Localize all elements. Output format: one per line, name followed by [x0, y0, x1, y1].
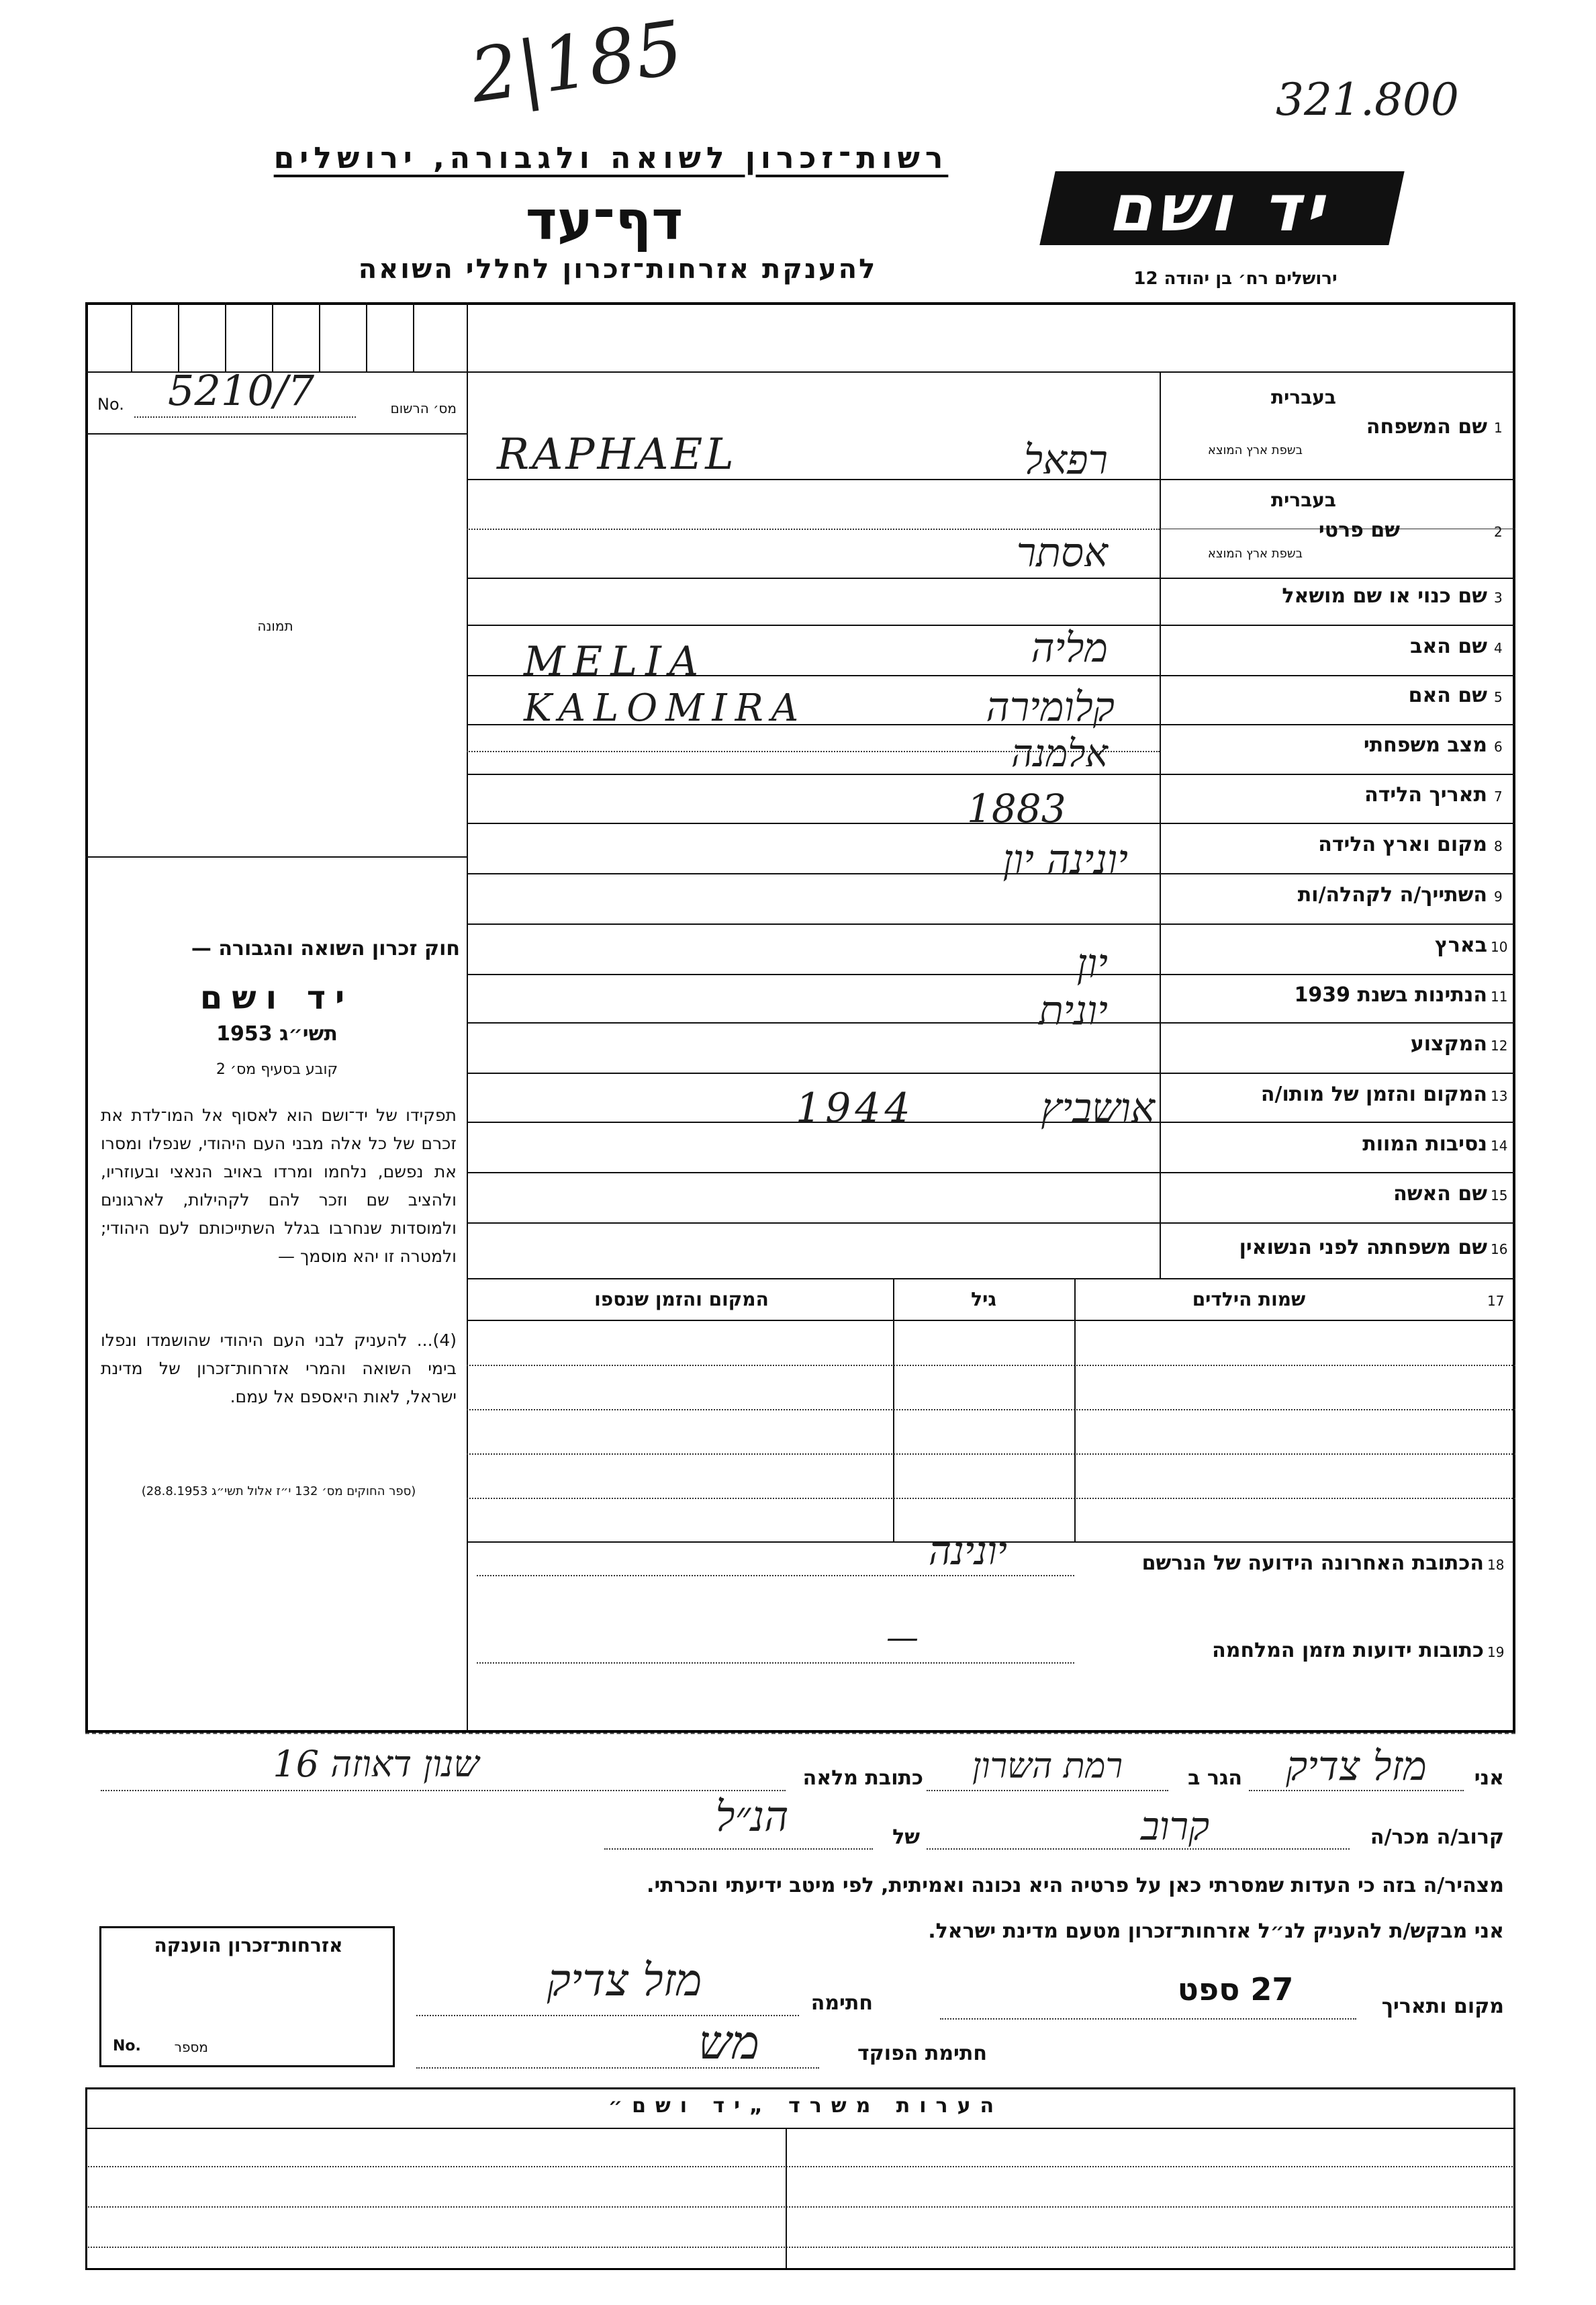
declarant-address-line: [101, 1790, 786, 1791]
declarant-city: רמת השרון: [972, 1746, 1123, 1787]
photo-box-bottom: [85, 856, 467, 858]
field-19-num: 19: [1487, 1644, 1505, 1660]
photo-label: תמונה: [257, 618, 293, 634]
citizenship-no-label: No.: [113, 2038, 141, 2054]
place-date-label: מקום ותאריך: [1381, 1995, 1504, 2018]
declarant-residing-label: הגר ב: [1188, 1766, 1242, 1790]
field-13-label: המקום והזמן של מותו/ה: [1260, 1083, 1487, 1106]
field-4-label: שם האב: [1410, 635, 1487, 658]
officer-signature-label: חתימת הפוקד: [857, 2042, 987, 2065]
field-10-num: 10: [1491, 939, 1508, 955]
officer-signature: מש: [698, 2015, 760, 2070]
field-4-num: 4: [1494, 640, 1503, 656]
declarant-of-line: [604, 1848, 873, 1850]
row-line: [467, 578, 1515, 579]
field-14-label: נסיבות המוות: [1362, 1132, 1487, 1156]
declarant-city-line: [927, 1790, 1168, 1791]
field-19-value: —: [886, 1619, 919, 1656]
law-body-2: (4)... להעניק לבני העם היהודי שהושמדו ונפלו בימי השואה והמרי אזרחות־זכרון של מדינת ישראל, לאות היאספם אל עמם.: [101, 1330, 457, 1406]
children-header-line: [467, 1320, 1515, 1321]
field-5-value-hebrew: קלומירה: [986, 684, 1115, 731]
children-col-place: המקום והזמן שנספו: [594, 1288, 769, 1310]
field-7-num: 7: [1494, 788, 1503, 805]
declarant-address-label: כתובת מלאה: [802, 1766, 923, 1790]
field-8-label: מקום וארץ הלידה: [1318, 833, 1487, 856]
field-18-label: הכתובת האחרונה הידועה של הנרשם: [1141, 1551, 1484, 1575]
citizenship-box-title: אזרחות־זכרון הוענקה: [154, 1934, 343, 1956]
field-14-num: 14: [1491, 1138, 1508, 1154]
field-19-line: [477, 1662, 1074, 1664]
field-2-label: שם פרטי: [1318, 518, 1400, 542]
law-year: תשי״ג 1953: [216, 1022, 338, 1046]
law-column-divider: [467, 856, 468, 1731]
field-1-value-hebrew: רפאל: [1024, 437, 1108, 484]
declaration-text: מצהיר/ה בזה כי העדות שמסרתי כאן על פרטיה היא נכונה ואמיתית, לפי מיטב ידיעתי והכרתי.: [647, 1874, 1504, 1897]
reg-no-line: [134, 416, 356, 418]
box-divider: [131, 302, 132, 371]
form-title: דף־עד: [525, 189, 684, 252]
row-line: [467, 1222, 1515, 1224]
field-18-value: יונינה: [929, 1528, 1007, 1574]
declarant-relation: קרוב: [1140, 1803, 1210, 1849]
field-11-value: יונית: [1039, 987, 1108, 1034]
box-divider: [366, 302, 367, 371]
field-6-label: מצב משפחתי: [1363, 733, 1487, 757]
address-line: ירושלים רח׳ בן יהודה 12: [1133, 269, 1337, 289]
field-18-line: [477, 1575, 1074, 1576]
form-frame: [85, 302, 1515, 1733]
citizenship-number-label: מספר: [174, 2039, 208, 2055]
office-notes-frame: [85, 2087, 1515, 2270]
field-1-label: שם המשפחה: [1366, 415, 1487, 439]
box-divider: [413, 302, 414, 371]
place-date-line: [940, 2018, 1356, 2020]
field-10-value: יון: [1076, 940, 1108, 987]
children-row-line: [467, 1365, 1515, 1366]
declarant-of-label: של: [892, 1825, 920, 1849]
children-col-age: גיל: [971, 1288, 996, 1310]
row2-origin-sublabel: בשפת ארץ המוצא: [1207, 547, 1303, 561]
row1-origin-sublabel: בשפת ארץ המוצא: [1207, 443, 1303, 457]
field-15-label: שם האשה: [1393, 1182, 1487, 1206]
signature-label: חתימה: [810, 1991, 873, 2015]
box-divider: [272, 302, 273, 371]
declaration-top-line: [85, 1733, 1515, 1734]
children-row-line: [467, 1453, 1515, 1455]
field-9-num: 9: [1494, 889, 1503, 905]
reg-no-label: No.: [97, 395, 124, 414]
field-9-label: השתייך/ה לקהלה/ות: [1297, 883, 1487, 907]
label-column-divider: [1160, 371, 1161, 1278]
law-body-1: תפקידו של יד־ושם הוא לאסוף אל המו־לדת את זכרם של כל אלה מבני העם היהודי, שנפלו ומסרו את נפשם, נלחמו ומרדו באויב הנאצי ובעוזריו, ולהציב שם וזכר להם לקהילות, לארגונים ולמוסדות שנחרבו בגלל השתייכותם לעם היהודי; ולמטרה זו יהא מוסמך —: [101, 1105, 457, 1266]
field-7-value: 1883: [967, 786, 1066, 831]
declarant-street: שנון דאוזה 16: [273, 1743, 479, 1785]
handwritten-item-number: 321.800: [1276, 74, 1459, 126]
authority-title: רשות־זכרון לשואה ולגבורה, ירושלים: [273, 141, 949, 175]
declarant-of-name: הנ״ל: [715, 1792, 789, 1841]
row1-hebrew-sublabel: בעברית: [1270, 386, 1336, 408]
field-13-value-year: 1944: [796, 1085, 914, 1132]
field-10-label: בארץ: [1434, 934, 1487, 957]
declarant-name-line: [1249, 1790, 1464, 1791]
row2-hebrew-sublabel: בעברית: [1270, 489, 1336, 511]
declarant-name: מזל צדיק: [1286, 1743, 1427, 1790]
law-heading: חוק זכרון השואה והגבורה —: [191, 937, 460, 960]
field-3-num: 3: [1494, 590, 1503, 606]
children-num: 17: [1487, 1293, 1505, 1309]
law-clause-ref: קובע בסעיף מס׳ 2: [216, 1061, 338, 1078]
field-18-num: 18: [1487, 1557, 1505, 1573]
field-3-label: שם כנוי או שם מושאל: [1282, 584, 1487, 608]
box-divider: [319, 302, 320, 371]
field-19-label: כתובות ידועות מזמן המלחמה: [1212, 1639, 1484, 1662]
reg-no-heb-label: מס׳ הרשום: [390, 400, 457, 416]
form-subtitle: להענקת אזרחות־זכרון לחללי השואה: [358, 254, 878, 285]
handwritten-file-number: 2|185: [465, 4, 688, 120]
children-col-names: שמות הילדים: [1192, 1288, 1306, 1310]
reg-no-value: 5210/7: [168, 366, 315, 415]
law-source: (ספר החוקים מס׳ 132 י״ז אלול תשי״ג 28.8.1953): [141, 1484, 416, 1498]
row-line: [467, 923, 1515, 925]
field-16-num: 16: [1491, 1241, 1508, 1257]
field-8-value: יונינה יון: [1002, 836, 1128, 883]
place-date-value: 27 ספט: [1177, 1971, 1294, 2007]
field-13-value-place: אושביץ: [1041, 1085, 1155, 1132]
field-4-value-hebrew: מליה: [1031, 625, 1108, 672]
declarant-relative-label: קרוב/ה מכר/ה: [1370, 1825, 1504, 1849]
field-12-label: המקצוע: [1410, 1032, 1487, 1056]
row-line: [467, 1172, 1515, 1173]
box-divider: [178, 302, 179, 371]
request-text: אני מבקש/ת להעניק לנ״ל אזרחות־זכרון מטעם מדינת ישראל.: [928, 1919, 1504, 1943]
law-name: יד ושם: [199, 979, 355, 1017]
field-5-num: 5: [1494, 689, 1503, 705]
box-divider: [225, 302, 226, 371]
field-1-value-origin: RAPHAEL: [497, 430, 737, 480]
field-7-label: תאריך הלידה: [1364, 783, 1487, 807]
children-row-line: [467, 1498, 1515, 1499]
field-16-label: שם משפחתה לפני הנשואין: [1239, 1236, 1487, 1259]
field-6-value-hebrew: אלמנה: [1011, 732, 1108, 776]
field-11-label: הנתינות בשנת 1939: [1294, 983, 1487, 1007]
field-11-num: 11: [1491, 989, 1508, 1005]
field-2-value-hebrew: אסתר: [1016, 529, 1108, 576]
field-2-num: 2: [1494, 524, 1503, 540]
reg-line: [85, 433, 467, 435]
field-6-num: 6: [1494, 739, 1503, 755]
row-line: [467, 1073, 1515, 1074]
yad-vashem-logo: יד ושם: [1039, 171, 1404, 245]
field-12-num: 12: [1491, 1038, 1508, 1054]
field-1-num: 1: [1494, 420, 1503, 436]
declarant-ani-label: אני: [1474, 1766, 1504, 1790]
signature-value: מזל צדיק: [547, 1954, 702, 2006]
field-4-value-origin: MELIA: [524, 638, 707, 685]
children-row-line: [467, 1409, 1515, 1410]
row-line: [467, 1278, 1515, 1279]
office-notes-title: הערות משרד „יד ושם״: [608, 2094, 1004, 2118]
field-15-num: 15: [1491, 1187, 1508, 1204]
field-8-num: 8: [1494, 838, 1503, 854]
field-5-value-origin: KALOMIRA: [524, 686, 807, 730]
field-5-label: שם האם: [1408, 684, 1487, 707]
field-13-num: 13: [1491, 1088, 1508, 1104]
